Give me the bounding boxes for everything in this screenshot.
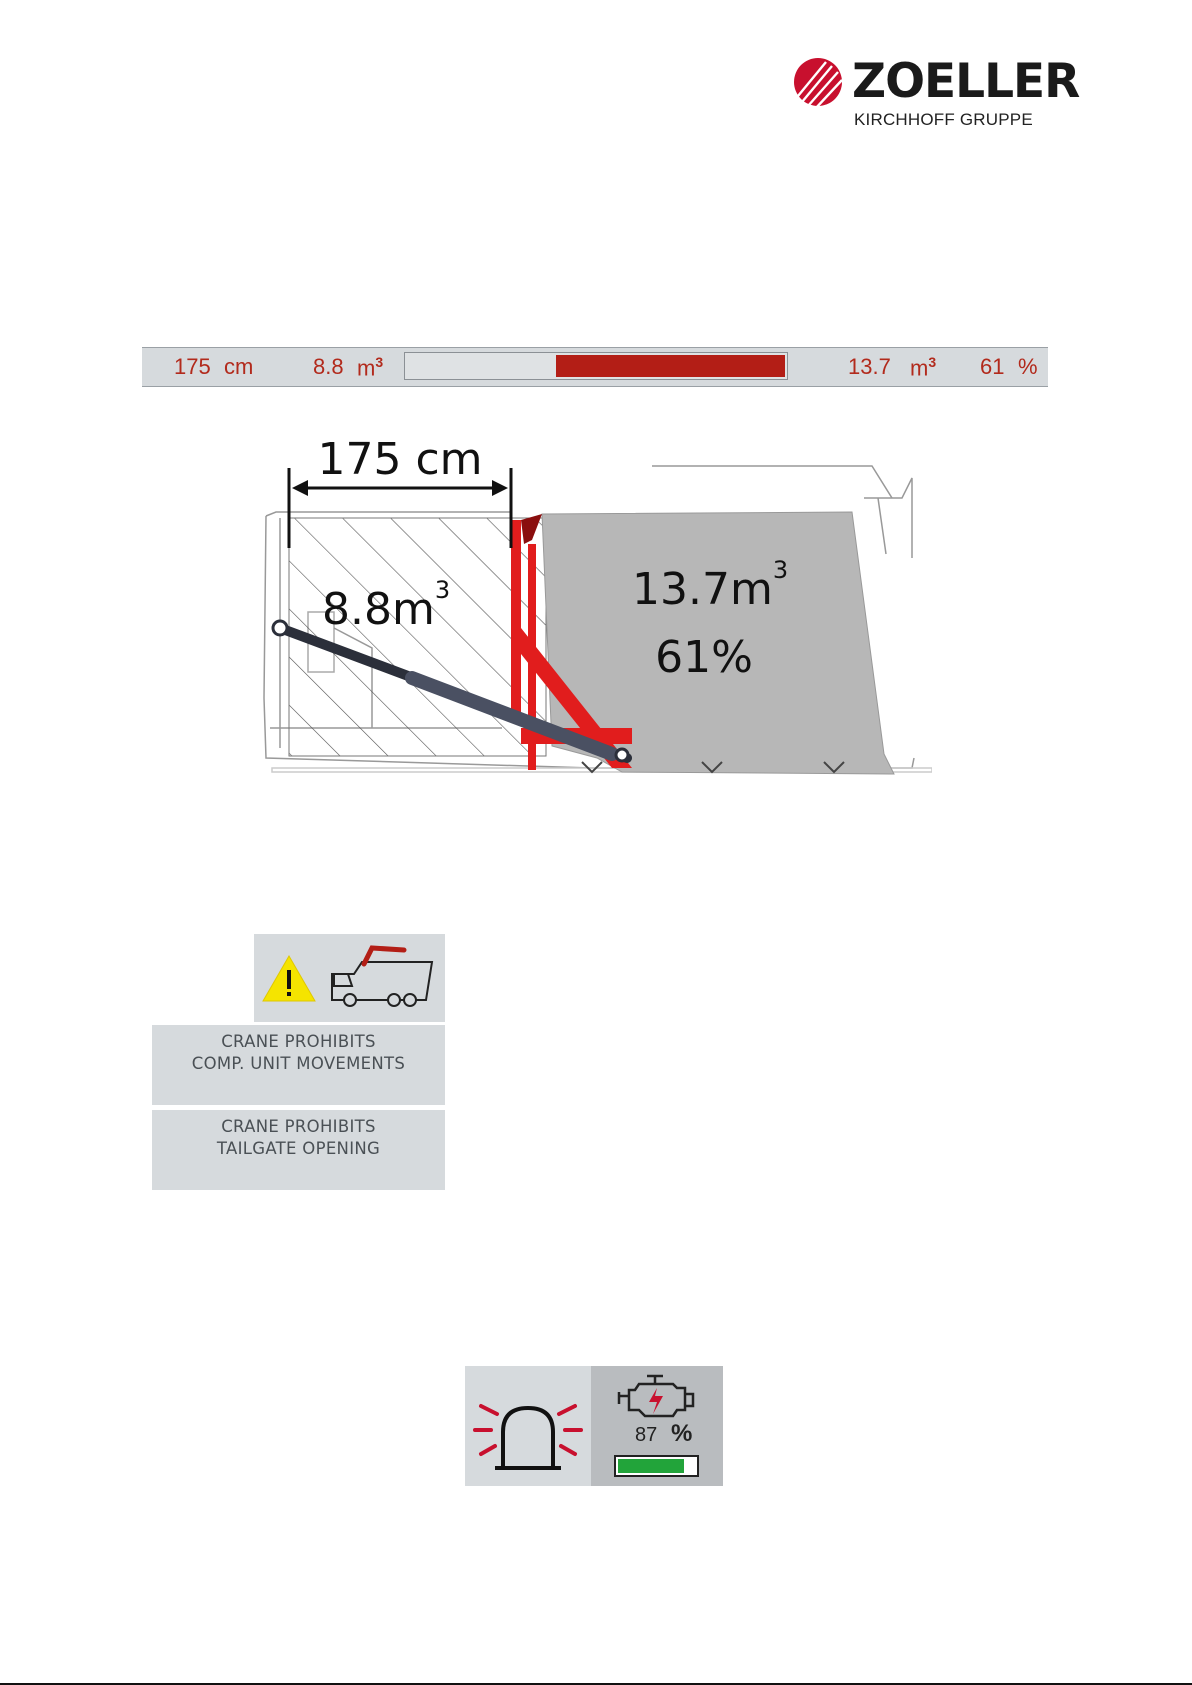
volume-remaining-unit: $m^3$ xyxy=(910,354,937,381)
warning-message-line1: CRANE PROHIBITS xyxy=(221,1032,376,1051)
engine-load-bar-fill xyxy=(618,1459,684,1473)
distance-label: 175 cm xyxy=(317,434,483,485)
beacon-status-tile xyxy=(465,1366,591,1486)
zoeller-logo-icon xyxy=(792,56,844,108)
fill-level-bar xyxy=(404,352,788,380)
distance-unit: cm xyxy=(224,354,254,379)
fill-status-bar xyxy=(142,347,1048,387)
engine-load-unit: % xyxy=(671,1420,693,1447)
warning-message-comp-unit xyxy=(152,1025,445,1105)
volume-filled-value: 8.8 xyxy=(313,354,344,379)
crane-warning-tile xyxy=(254,934,445,1022)
beacon-light-icon xyxy=(465,1366,591,1486)
volume-filled-unit: $m^3$ xyxy=(357,354,384,381)
warning-triangle-icon xyxy=(254,934,445,1022)
engine-status-tile xyxy=(591,1366,723,1486)
distance-value: 175 xyxy=(174,354,211,379)
remaining-volume-label: $13.7m^3$ xyxy=(632,556,789,615)
body-fill-diagram xyxy=(252,428,932,814)
warning-message-line2: COMP. UNIT MOVEMENTS xyxy=(191,1054,406,1073)
brand-logo xyxy=(792,52,1080,132)
warning-message-line2: TAILGATE OPENING xyxy=(216,1139,381,1158)
brand-name: ZOELLER xyxy=(852,54,1080,109)
engine-icon xyxy=(617,1372,697,1418)
brand-group: KIRCHHOFF GRUPPE xyxy=(854,110,1033,129)
truck-crane-icon xyxy=(332,962,432,1006)
engine-load-value: 87 xyxy=(635,1424,658,1446)
engine-load-bar xyxy=(614,1455,699,1477)
warning-message-line1: CRANE PROHIBITS xyxy=(221,1117,376,1136)
filled-volume-label: $8.8m^3$ xyxy=(322,576,451,635)
remaining-percent-label: 61% xyxy=(655,632,753,683)
percent-value: 61 xyxy=(980,354,1005,379)
volume-remaining-value: 13.7 xyxy=(848,354,891,379)
warning-message-tailgate xyxy=(152,1110,445,1190)
percent-unit: % xyxy=(1018,354,1038,379)
fill-level-bar-fill xyxy=(556,355,785,377)
